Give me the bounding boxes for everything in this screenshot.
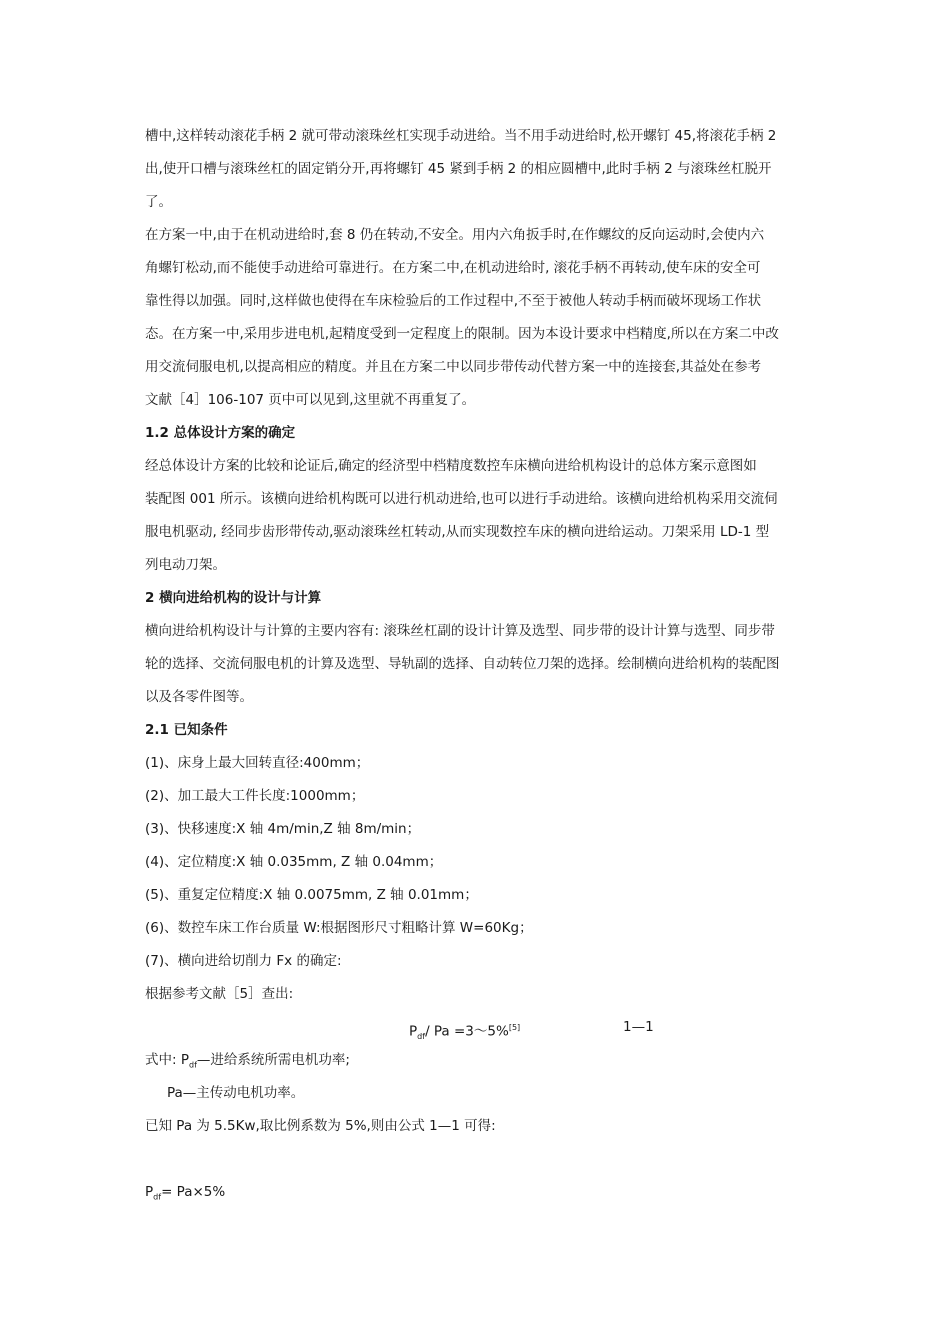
paragraph-line: 经总体设计方案的比较和论证后,确定的经济型中档精度数控车床横向进给机构设计的总体方案示意图如 bbox=[145, 458, 757, 474]
paragraph-line: 靠性得以加强。同时,这样做也使得在车床检验后的工作过程中,不至于被他人转动手柄而破坏现场工作状 bbox=[145, 293, 762, 309]
condition-item: (4)、定位精度:X 轴 0.035mm, Z 轴 0.04mm； bbox=[145, 854, 443, 870]
paragraph-line: 列电动刀架。 bbox=[145, 557, 226, 573]
paragraph-line: 槽中,这样转动滚花手柄 2 就可带动滚珠丝杠实现手动进给。当不用手动进给时,松开螺钉 45,将滚花手柄 2 bbox=[145, 128, 777, 144]
condition-item: (2)、加工最大工件长度:1000mm； bbox=[145, 788, 365, 804]
paragraph-line: 装配图 001 所示。该横向进给机构既可以进行机动进给,也可以进行手动进给。该横向进给机构采用交流伺 bbox=[145, 491, 778, 507]
reference-line: 根据参考文献［5］查出: bbox=[145, 986, 294, 1002]
paragraph-line: 了。 bbox=[145, 194, 172, 210]
section-heading-2: 2 横向进给机构的设计与计算 bbox=[145, 590, 322, 606]
paragraph-line: 服电机驱动, 经同步齿形带传动,驱动滚珠丝杠转动,从而实现数控车床的横向进给运动。刀架采用 LD-1 型 bbox=[145, 524, 770, 540]
formula-1-1 bbox=[145, 1011, 810, 1044]
paragraph-line: 轮的选择、交流伺服电机的计算及选型、导轨副的选择、自动转位刀架的选择。绘制横向进给机构的装配图 bbox=[145, 656, 780, 672]
equation-number: 1—1 bbox=[623, 1019, 654, 1035]
paragraph-line: 横向进给机构设计与计算的主要内容有: 滚珠丝杠副的设计计算及选型、同步带的设计计算与选型、同步带 bbox=[145, 623, 775, 639]
document-page bbox=[145, 120, 810, 1209]
paragraph-line: 出,使开口槽与滚珠丝杠的固定销分开,再将螺钉 45 紧到手柄 2 的相应圆槽中,此时手柄 2 与滚珠丝杠脱开 bbox=[145, 161, 772, 177]
formula-expression: $P_{df}/$ Pa =3～5%[5] bbox=[409, 1023, 521, 1042]
section-heading-2-1: 2.1 已知条件 bbox=[145, 722, 228, 738]
where-line: 式中: $P_{df}—$进给系统所需电机功率; bbox=[145, 1052, 350, 1070]
condition-item: (7)、横向进给切削力 Fx 的确定: bbox=[145, 953, 342, 969]
paragraph-line: 角螺钉松动,而不能使手动进给可靠进行。在方案二中,在机动进给时, 滚花手柄不再转动,使车床的安全可 bbox=[145, 260, 761, 276]
paragraph-line: 以及各零件图等。 bbox=[145, 689, 253, 705]
formula-2: $P_{df}= Pa\times 5\%$ bbox=[145, 1184, 226, 1202]
spacer bbox=[145, 1143, 810, 1176]
condition-item: (3)、快移速度:X 轴 4m/min,Z 轴 8m/min； bbox=[145, 821, 421, 837]
section-heading-1-2: 1.2 总体设计方案的确定 bbox=[145, 425, 296, 441]
condition-item: (6)、数控车床工作台质量 W:根据图形尺寸粗略计算 W=60Kg； bbox=[145, 920, 533, 936]
paragraph-line: 在方案一中,由于在机动进给时,套 8 仍在转动,不安全。用内六角扳手时,在作螺纹的反向运动时,会使内六 bbox=[145, 227, 765, 243]
paragraph-line: 态。在方案一中,采用步进电机,起精度受到一定程度上的限制。因为本设计要求中档精度,所以在方案二中改 bbox=[145, 326, 779, 342]
paragraph-line: 用交流伺服电机,以提高相应的精度。并且在方案二中以同步带传动代替方案一中的连接套,其益处在参考 bbox=[145, 359, 762, 375]
condition-item: (5)、重复定位精度:X 轴 0.0075mm, Z 轴 0.01mm； bbox=[145, 887, 478, 903]
condition-item: (1)、床身上最大回转直径:400mm； bbox=[145, 755, 370, 771]
paragraph-line: 文献［4］106-107 页中可以见到,这里就不再重复了。 bbox=[145, 392, 476, 408]
pa-definition: Pa—主传动电机功率。 bbox=[167, 1085, 305, 1101]
known-line: 已知 Pa 为 5.5Kw,取比例系数为 5%,则由公式 1—1 可得: bbox=[145, 1118, 496, 1134]
